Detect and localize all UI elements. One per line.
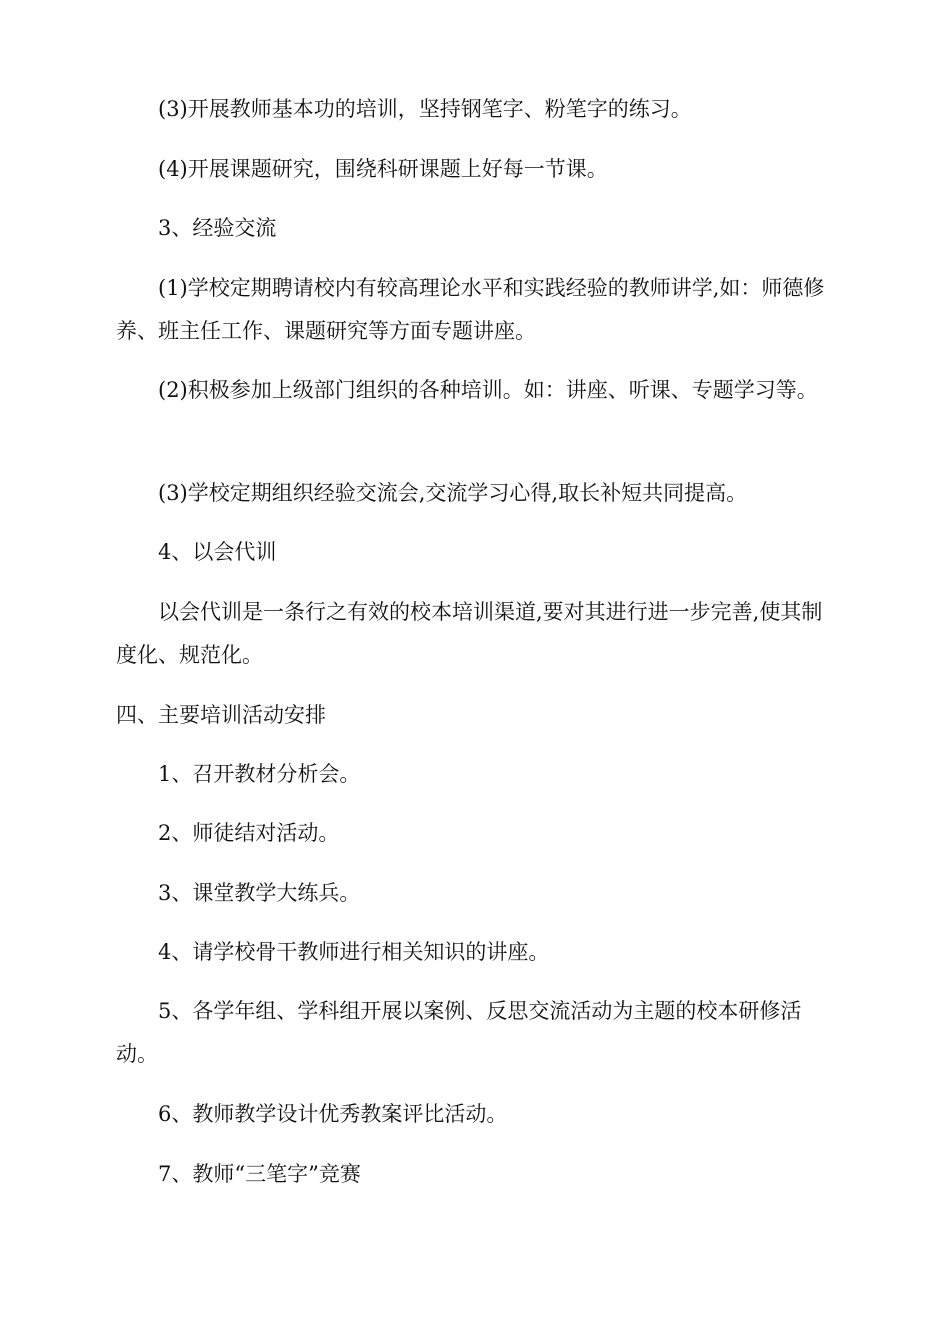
section-heading: 4、以会代训: [158, 540, 277, 564]
paragraph: 以会代训是一条行之有效的校本培训渠道,要对其进行进一步完善,使其制度化、规范化。: [116, 600, 823, 667]
paragraph: (4)开展课题研究，围绕科研课题上好每一节课。: [158, 157, 608, 181]
list-item: 2、师徒结对活动。: [158, 821, 340, 845]
paragraph: (3)学校定期组织经验交流会,交流学习心得,取长补短共同提高。: [158, 481, 748, 505]
paragraph: (3)开展教师基本功的培训，坚持钢笔字、粉笔字的练习。: [158, 97, 692, 121]
chapter-heading: 四、主要培训活动安排: [116, 703, 326, 727]
list-item: 1、召开教材分析会。: [158, 762, 361, 786]
section-heading: 3、经验交流: [158, 216, 277, 240]
list-item: 3、课堂教学大练兵。: [158, 881, 361, 905]
list-item: 4、请学校骨干教师进行相关知识的讲座。: [158, 940, 550, 964]
paragraph: (2)积极参加上级部门组织的各种培训。如：讲座、听课、专题学习等。: [158, 378, 818, 402]
list-item: 6、教师教学设计优秀教案评比活动。: [158, 1102, 508, 1126]
list-item: 7、教师“三笔字”竞赛: [158, 1162, 361, 1186]
paragraph: (1)学校定期聘请校内有较高理论水平和实践经验的教师讲学,如：师德修养、班主任工作、课题研究等方面专题讲座。: [116, 276, 825, 343]
list-item: 5、各学年组、学科组开展以案例、反思交流活动为主题的校本研修活动。: [116, 999, 802, 1066]
